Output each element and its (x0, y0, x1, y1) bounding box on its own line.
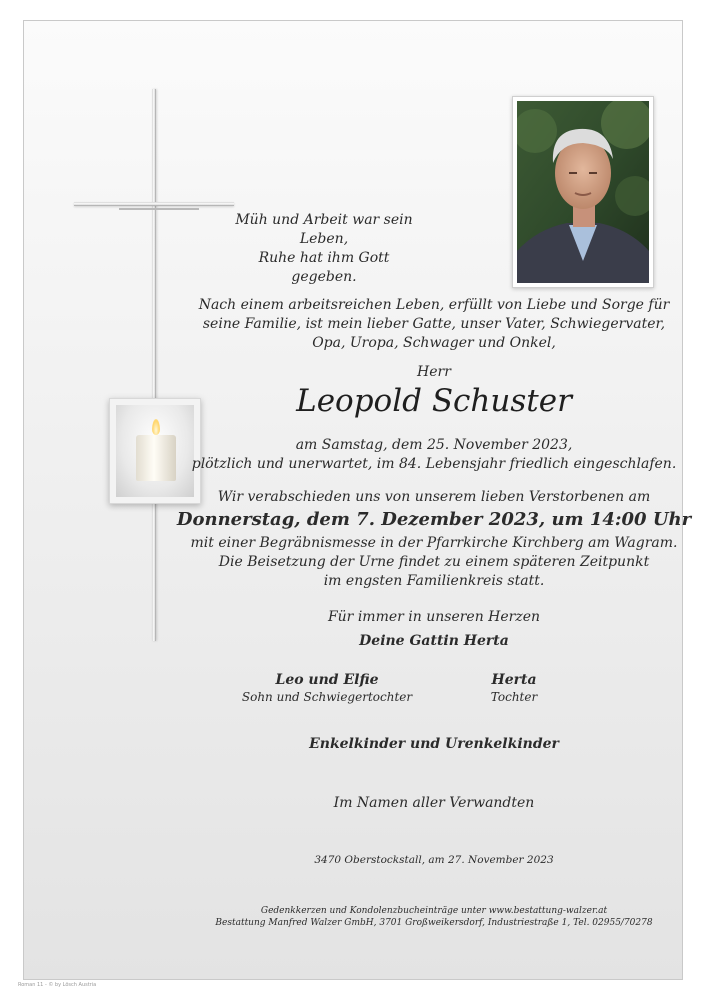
parte-card (23, 20, 692, 980)
deceased-name: Leopold Schuster (296, 383, 572, 419)
family-member-relation: Tochter (490, 690, 538, 704)
farewell-intro: Wir verabschieden uns von unserem lieben Verstorbenen am (217, 489, 651, 505)
cross-icon (152, 89, 156, 641)
print-mark: Roman 11 - © by Lösch Austria (18, 982, 97, 988)
portrait-photo (512, 96, 654, 288)
motto (224, 211, 424, 287)
death-info (164, 436, 704, 474)
candle-flame-icon (152, 419, 160, 435)
family-member-2 (464, 671, 564, 705)
family-member-relation: Sohn und Schwiegertochter (241, 690, 413, 704)
grandchildren: Enkelkinder und Urenkelkinder (309, 736, 559, 752)
death-line-2: plötzlich und unerwartet, im 84. Lebensjahr friedlich eingeschlafen. (191, 456, 677, 472)
family-member-name: Herta (491, 672, 537, 688)
cross-beam (74, 202, 234, 206)
family-member-1 (222, 671, 432, 705)
family-member-name: Leo und Elfie (275, 672, 379, 688)
farewell-line-5: im engsten Familienkreis statt. (323, 573, 545, 589)
footer-line-2: Bestattung Manfred Walzer GmbH, 3701 Großweikersdorf, Industriestraße 1, Tel. 02955/70278 (215, 918, 653, 928)
cross-beam-shadow (119, 208, 199, 210)
place-date: 3470 Oberstockstall, am 27. November 2023 (314, 854, 554, 866)
footer-line-1: Gedenkkerzen und Kondolenzbucheinträge unter www.bestattung-walzer.at (260, 906, 608, 916)
funeral-date: Donnerstag, dem 7. Dezember 2023, um 14:00 Uhr (176, 509, 692, 530)
intro-line-1: Nach einem arbeitsreichen Leben, erfüllt von Liebe und Sorge für (198, 297, 670, 313)
funeral-home-footer (174, 905, 694, 929)
motto-line-1: Müh und Arbeit war sein Leben, (235, 212, 413, 247)
relatives: Im Namen aller Verwandten (333, 795, 535, 811)
farewell-line-3: mit einer Begräbnismesse in der Pfarrkirche Kirchberg am Wagram. (190, 535, 678, 551)
motto-line-2: Ruhe hat ihm Gott gegeben. (258, 250, 390, 285)
widow-name: Deine Gattin Herta (359, 633, 509, 649)
intro-line-3: Opa, Uropa, Schwager und Onkel, (312, 335, 556, 351)
portrait-image (517, 101, 649, 283)
intro-line-2: seine Familie, ist mein lieber Gatte, unser Vater, Schwiegervater, (202, 316, 666, 332)
intro-text (164, 296, 704, 353)
forever-text: Für immer in unseren Herzen (327, 609, 541, 625)
death-line-1: am Samstag, dem 25. November 2023, (295, 437, 573, 453)
salutation: Herr (417, 364, 451, 380)
farewell-line-4: Die Beisetzung der Urne findet zu einem späteren Zeitpunkt (218, 554, 650, 570)
farewell-details (164, 534, 704, 591)
